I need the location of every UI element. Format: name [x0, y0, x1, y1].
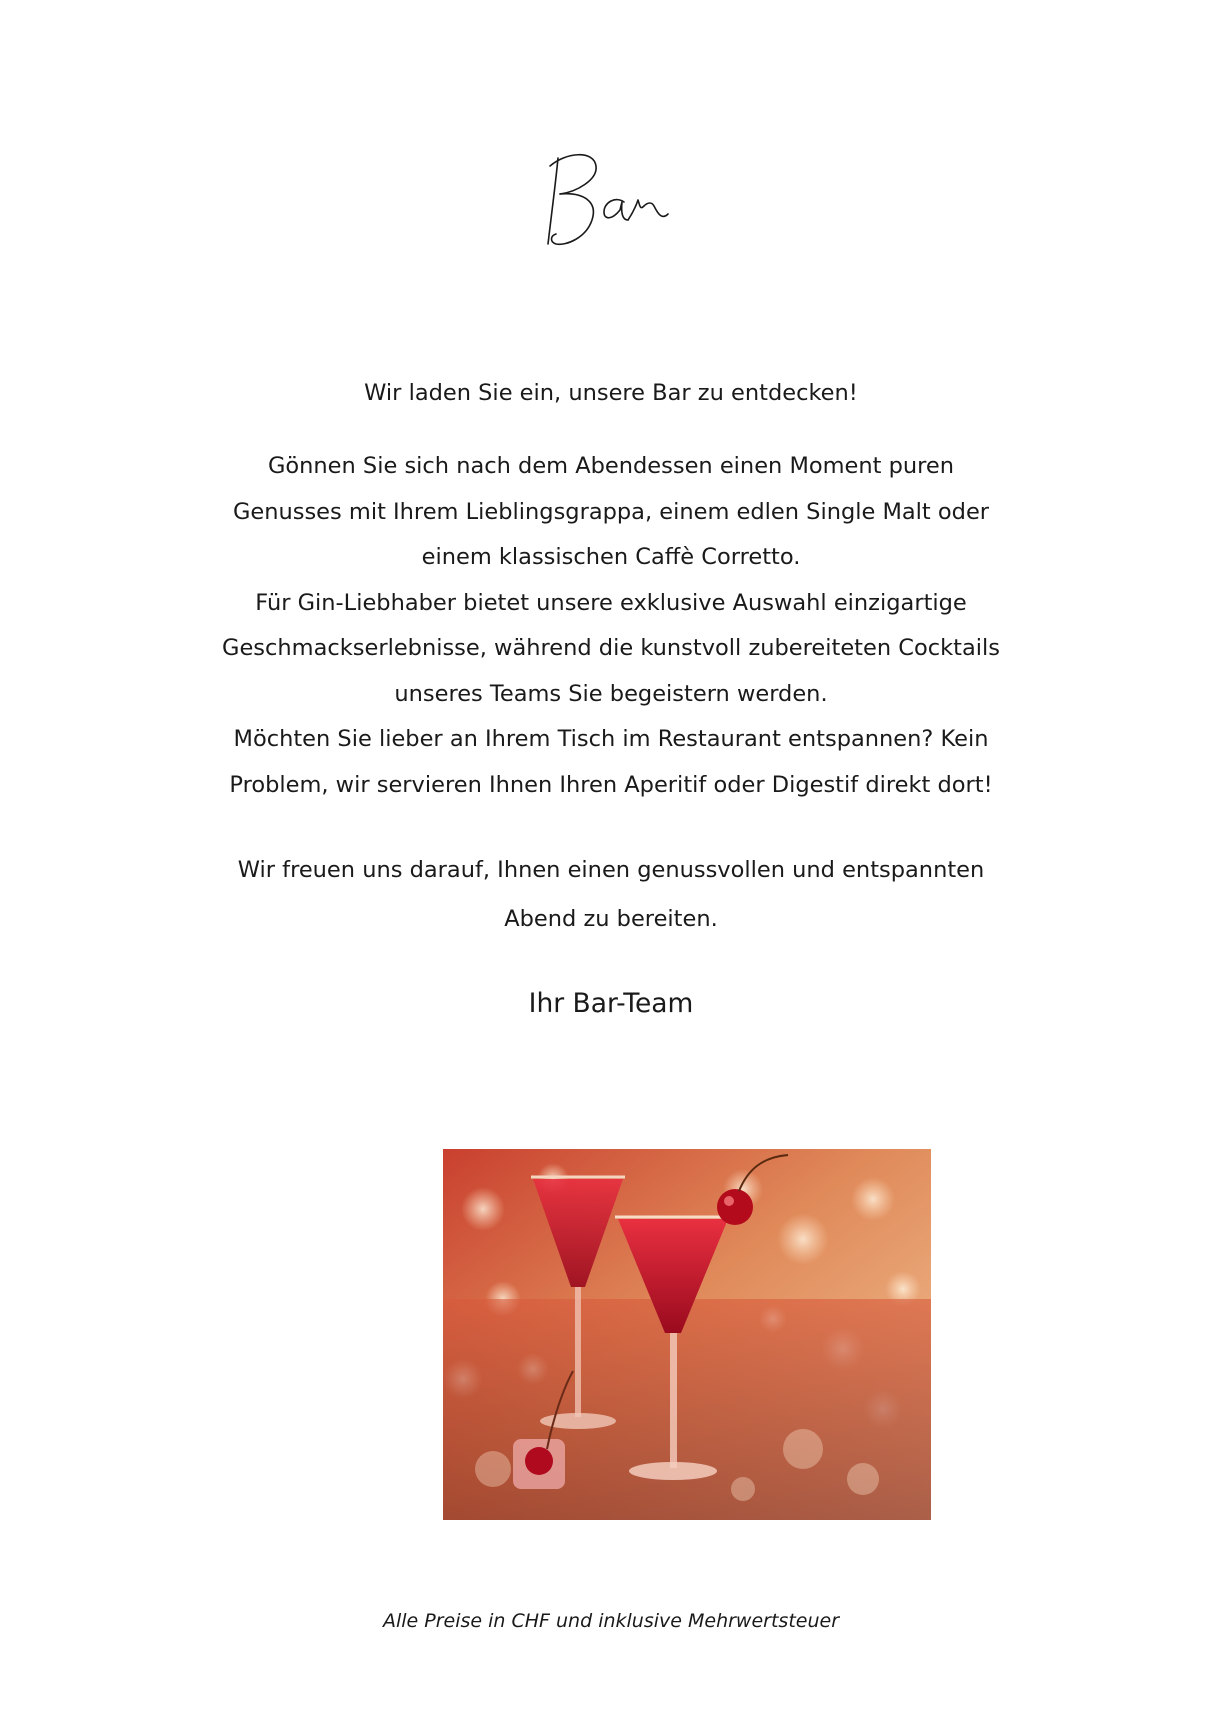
page-title: [0, 140, 1222, 260]
bar-script-title: [536, 140, 686, 260]
signature: Ihr Bar-Team: [528, 988, 694, 1019]
intro-line: Wir laden Sie ein, unsere Bar zu entdecken!: [364, 380, 858, 406]
closing-text: Wir freuen uns darauf, Ihnen einen genussvollen und entspannten Abend zu bereiten.: [237, 857, 985, 932]
cocktail-photo: [443, 1149, 931, 1520]
price-note: Alle Preise in CHF und inklusive Mehrwertsteuer: [382, 1610, 840, 1632]
description-paragraph: Möchten Sie lieber an Ihrem Tisch im Restaurant entspannen? Kein Problem, wir servieren Ihnen Ihren Aperitif oder Digestif direkt dort!: [229, 726, 993, 798]
cocktail-illustration: [443, 1149, 931, 1520]
description-body: [220, 444, 1002, 808]
description-paragraph: Gönnen Sie sich nach dem Abendessen einen Moment puren Genusses mit Ihrem Lieblingsgrappa, einem edlen Single Malt oder einem klassischen Caffè Corretto.: [232, 453, 990, 570]
description-paragraph: Für Gin-Liebhaber bietet unsere exklusive Auswahl einzigartige Geschmackserlebnisse, während die kunstvoll zubereiteten Cocktails unseres Teams Sie begeistern werden.: [222, 589, 1000, 707]
